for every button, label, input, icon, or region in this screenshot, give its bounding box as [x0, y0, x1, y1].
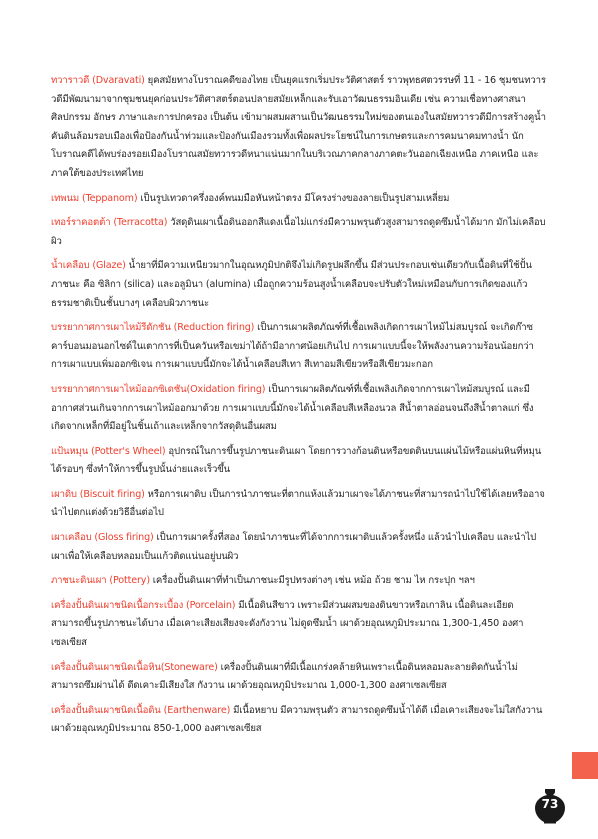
- glossary-definition: หรือการเผาดิบ เป็นการนำภาชนะที่ตากแห้งแล้วมาเผาจะได้ภาชนะที่สามารถนำไปใช้ได้เลยหรืออาจนำไปตกแต่งด้วยวิธีอื่นต่อไป: [51, 488, 545, 519]
- glossary-term: เครื่องปั้นดินเผาชนิดเนื้อหิน(Stoneware): [51, 661, 218, 673]
- glossary-definition: วัสดุดินเผาเนื้อดินออกสีแดงเนื้อไม่แกร่งมีความพรุนตัวสูงสามารถดูดซึมน้ำได้มาก มักไม่เคลือบผิว: [51, 217, 546, 247]
- glossary-term: เครื่องปั้นดินเผาชนิดเนื้อกระเบื้อง (Porcelain): [51, 599, 236, 611]
- glossary-entry-porcelain: [51, 597, 547, 653]
- glossary-list: [51, 72, 547, 745]
- glossary-entry-potters-wheel: [51, 443, 547, 480]
- glossary-term: บรรยากาศการเผาไหม้รีดักชัน (Reduction firing): [51, 322, 255, 334]
- glossary-term: แป้นหมุน (Potter's Wheel): [51, 445, 166, 457]
- glossary-definition: เครื่องปั้นดินเผาที่มีเนื้อแกร่งคล้ายหินเพราะเนื้อดินหลอมละลายติดกันน้ำไม่สามารถซึมผ่านได้ ดีดเคาะมีเสียงใส กังวาน เผาด้วยอุณหภูมิประมาณ 1,000-1,300 องศาเซลเซียส: [51, 661, 518, 692]
- glossary-entry-gloss-firing: [51, 529, 547, 566]
- glossary-entry-terracotta: [51, 214, 547, 251]
- glossary-term: น้ำเคลือบ (Glaze): [51, 260, 126, 272]
- glossary-definition: มีเนื้อหยาบ มีความพรุนตัว สามารถดูดซึมน้ำได้ดี เมื่อเคาะเสียงจะไม่ใสกังวาน เผาด้วยอุณหภูมิประมาณ 850-1,000 องศาเซลเซียส: [51, 704, 543, 735]
- glossary-definition: น้ำยาที่มีความเหนียวมากในอุณหภูมิปกติจึงไม่เกิดรูปผลึกขึ้น มีส่วนประกอบเช่นเดียวกับเนื้อดินที่ใช้ปั้นภาชนะ คือ ซิลิกา (silica) และอลูมินา (alumina) เมื่อถูกความร้อนสูงน้ำเคลือบจะปรับตัวใหม่เหมือนกับการเกิดของแก้วธรรมชาติเป็นชั้นบางๆ เคลือบผิวภาชนะ: [51, 260, 532, 309]
- chapter-side-tab: [572, 752, 598, 779]
- glossary-entry-dvaravati: [51, 72, 547, 184]
- glossary-entry-oxidation-firing: [51, 381, 547, 437]
- glossary-term: เทอร์ราคอตต้า (Terracotta): [51, 217, 168, 229]
- page-number-badge: [534, 788, 566, 824]
- glossary-definition: เป็นการเผาครั้งที่สอง โดยนำภาชนะที่ได้จากการเผาดิบแล้วครั้งหนึ่ง แล้วนำไปเคลือบ และนำไปเผาเพื่อให้เคลือบหลอมเป็นแก้วติดแน่นอยู่บนผิว: [51, 532, 537, 562]
- glossary-definition: เป็นรูปเทวดาครึ่งองค์พนมมือหันหน้าตรง มีโครงร่างของลายเป็นรูปสามเหลี่ยม: [137, 192, 450, 204]
- glossary-definition: ยุคสมัยทางโบราณคดีของไทย เป็นยุคแรกเริ่มประวัติศาสตร์ ราวพุทธศตวรรษที่ 11 - 16 ชุมชนทวารวดีมีพัฒนามาจากชุมชนยุคก่อนประวัติศาสตร์ตอนปลายสมัยเหล็กและรับเอาวัฒนธรรมอินเดีย เช่น ความเชื่อทางศาสนา ศิลปกรรม อักษร ภาษาและการปกครอง เป็นต้น เข้ามาผสมผสานเป็นวัฒนธรรมใหม่ของตนเองในสมัยทวารวดีมีการสร้างคูน้ำคันดินล้อมรอบเมืองเพื่อป้องกันน้ำท่วมและป้องกันเมืองรวมทั้งเพื่อผลประโยชน์ในการเกษตรและการคมนาคมทางน้ำ นักโบราณคดีได้พบร่องรอยเมืองโบราณสมัยทวารวดีหนาแน่นมากในบริเวณภาคกลางภาคตะวันออกเฉียงเหนือ ภาคเหนือ และภาคใต้ของประเทศไทย: [51, 75, 546, 179]
- glossary-definition: อุปกรณ์ในการขึ้นรูปภาชนะดินเผา โดยการวางก้อนดินหรือขดดินบนแผ่นไม้หรือแผ่นหินที่หมุนได้รอบๆ ซึ่งทำให้การขึ้นรูปนั้นง่ายและเร็วขึ้น: [51, 445, 542, 476]
- glossary-term: เผาดิบ (Biscuit firing): [51, 488, 145, 500]
- glossary-term: ภาชนะดินเผา (Pottery): [51, 575, 150, 587]
- glossary-definition: เป็นการเผาผลิตภัณฑ์ที่เชื้อเพลิงเกิดจากการเผาไหม้สมบูรณ์ และมีอากาศส่วนเกินจากการเผาไหม้ออกมาด้วย การเผาแบบนี้มักจะได้น้ำเคลือบสีเหลืองนวล สีน้ำตาลอ่อนจนถึงสีน้ำตาลแก่ ซึ่งเกิดจากเหล็กที่มีอยู่ในชิ้นเถ้าและเหล็กจากวัสดุดินอื่นผสม: [51, 383, 534, 433]
- glossary-entry-stoneware: [51, 659, 547, 696]
- glossary-definition: เครื่องปั้นดินเผาที่ทำเป็นภาชนะมีรูปทรงต่างๆ เช่น หม้อ ถ้วย ชาม ไห กระปุก ฯลฯ: [149, 575, 475, 587]
- glossary-entry-earthenware: [51, 702, 547, 739]
- glossary-entry-reduction-firing: [51, 319, 547, 375]
- glossary-term: เครื่องปั้นดินเผาชนิดเนื้อดิน (Earthenware): [51, 704, 231, 716]
- glossary-term: ทวาราวดี (Dvaravati): [51, 75, 145, 86]
- glossary-entry-teppanom: [51, 190, 547, 209]
- glossary-term: เผาเคลือบ (Gloss firing): [51, 532, 154, 544]
- page-number: 73: [541, 797, 559, 811]
- glossary-definition: มีเนื้อดินสีขาว เพราะมีส่วนผสมของดินขาวหรือเกาลิน เนื้อดินละเอียด สามารถขึ้นรูปภาชนะได้บาง เมื่อเคาะเสียงเสียงจะดังกังวาน ไม่ดูดซึมน้ำ เผาด้วยอุณหภูมิประมาณ 1,300-1,450 องศาเซลเซียส: [51, 599, 524, 649]
- glossary-entry-glaze: [51, 257, 547, 313]
- glossary-entry-pottery: [51, 572, 547, 591]
- glossary-definition: เป็นการเผาผลิตภัณฑ์ที่เชื้อเพลิงเกิดการเผาไหม้ไม่สมบูรณ์ จะเกิดก๊าซคาร์บอนมอนอกไซด์ในเตาการที่เป็นควันหรือเขม่าได้ถ้ามีอากาศน้อยเกินไป การเผาแบบนี้จะให้พลังงานความร้อนน้อยกว่าการเผาแบบเพิ่มออกซิเจน การเผาแบบนี้มักจะได้น้ำเคลือบสีเทา สีเทาอมสีเขียวหรือสีเขียวมะกอก: [51, 322, 534, 371]
- glossary-term: เทพนม (Teppanom): [51, 192, 138, 204]
- glossary-entry-biscuit-firing: [51, 486, 547, 523]
- glossary-term: บรรยากาศการเผาไหม้ออกซิเดชัน(Oxidation firing): [51, 383, 266, 395]
